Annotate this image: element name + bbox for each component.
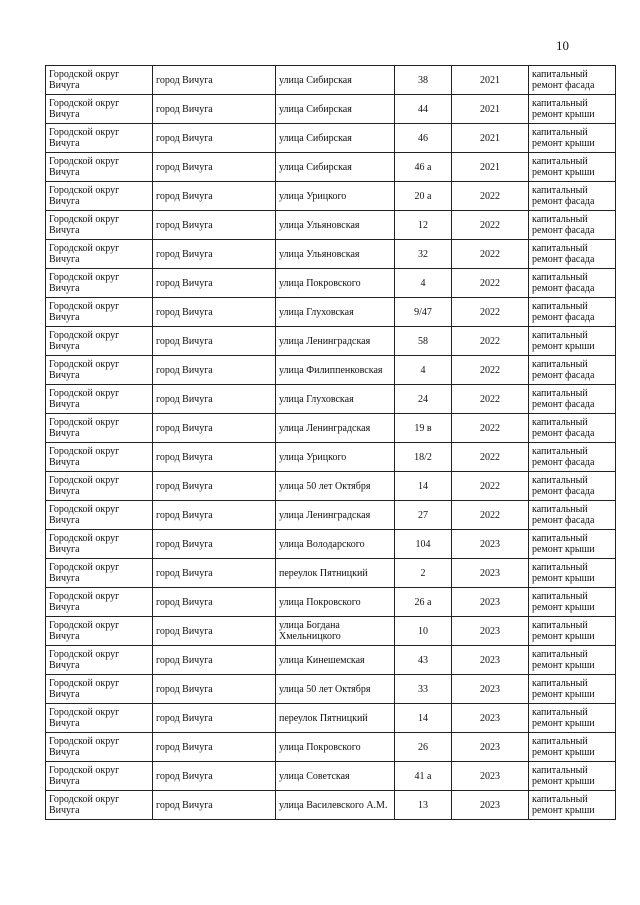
okrug-cell: Городской округ Вичуга [46, 124, 153, 153]
street-cell: улица Глуховская [276, 298, 395, 327]
okrug-cell: Городской округ Вичуга [46, 95, 153, 124]
year-cell: 2023 [452, 530, 529, 559]
okrug-cell: Городской округ Вичуга [46, 559, 153, 588]
house-number-cell: 19 в [395, 414, 452, 443]
city-cell: город Вичуга [153, 298, 276, 327]
okrug-cell: Городской округ Вичуга [46, 240, 153, 269]
city-cell: город Вичуга [153, 153, 276, 182]
okrug-cell: Городской округ Вичуга [46, 530, 153, 559]
okrug-cell: Городской округ Вичуга [46, 414, 153, 443]
city-cell: город Вичуга [153, 240, 276, 269]
work-type-cell: капитальный ремонт фасада [529, 443, 616, 472]
okrug-cell: Городской округ Вичуга [46, 617, 153, 646]
city-cell: город Вичуга [153, 617, 276, 646]
work-type-cell: капитальный ремонт фасада [529, 298, 616, 327]
street-cell: переулок Пятницкий [276, 704, 395, 733]
table-row [46, 182, 616, 211]
work-type-cell: капитальный ремонт крыши [529, 124, 616, 153]
year-cell: 2021 [452, 124, 529, 153]
table-row [46, 356, 616, 385]
house-number-cell: 2 [395, 559, 452, 588]
work-type-cell: капитальный ремонт фасада [529, 356, 616, 385]
street-cell: улица Филиппенковская [276, 356, 395, 385]
city-cell: город Вичуга [153, 530, 276, 559]
year-cell: 2023 [452, 588, 529, 617]
work-type-cell: капитальный ремонт крыши [529, 153, 616, 182]
street-cell: улица Урицкого [276, 443, 395, 472]
okrug-cell: Городской округ Вичуга [46, 646, 153, 675]
table-row [46, 385, 616, 414]
work-type-cell: капитальный ремонт крыши [529, 704, 616, 733]
house-number-cell: 10 [395, 617, 452, 646]
year-cell: 2023 [452, 733, 529, 762]
house-number-cell: 4 [395, 356, 452, 385]
city-cell: город Вичуга [153, 124, 276, 153]
okrug-cell: Городской округ Вичуга [46, 66, 153, 95]
street-cell: улица Покровского [276, 269, 395, 298]
house-number-cell: 20 а [395, 182, 452, 211]
street-cell: улица Сибирская [276, 153, 395, 182]
okrug-cell: Городской округ Вичуга [46, 211, 153, 240]
table-row [46, 501, 616, 530]
table-row [46, 414, 616, 443]
city-cell: город Вичуга [153, 472, 276, 501]
work-type-cell: капитальный ремонт фасада [529, 182, 616, 211]
okrug-cell: Городской округ Вичуга [46, 269, 153, 298]
street-cell: переулок Пятницкий [276, 559, 395, 588]
city-cell: город Вичуга [153, 414, 276, 443]
table-row [46, 791, 616, 820]
house-number-cell: 9/47 [395, 298, 452, 327]
street-cell: улица Покровского [276, 588, 395, 617]
house-number-cell: 58 [395, 327, 452, 356]
street-cell: улица 50 лет Октября [276, 675, 395, 704]
house-number-cell: 46 [395, 124, 452, 153]
house-number-cell: 44 [395, 95, 452, 124]
street-cell: улица Сибирская [276, 66, 395, 95]
work-type-cell: капитальный ремонт фасада [529, 385, 616, 414]
okrug-cell: Городской округ Вичуга [46, 298, 153, 327]
city-cell: город Вичуга [153, 95, 276, 124]
house-number-cell: 13 [395, 791, 452, 820]
city-cell: город Вичуга [153, 559, 276, 588]
table-row [46, 327, 616, 356]
work-type-cell: капитальный ремонт фасада [529, 211, 616, 240]
okrug-cell: Городской округ Вичуга [46, 356, 153, 385]
house-number-cell: 18/2 [395, 443, 452, 472]
year-cell: 2022 [452, 501, 529, 530]
work-type-cell: капитальный ремонт крыши [529, 733, 616, 762]
okrug-cell: Городской округ Вичуга [46, 472, 153, 501]
table-row [46, 95, 616, 124]
year-cell: 2023 [452, 762, 529, 791]
year-cell: 2022 [452, 443, 529, 472]
year-cell: 2022 [452, 385, 529, 414]
year-cell: 2021 [452, 153, 529, 182]
house-number-cell: 33 [395, 675, 452, 704]
street-cell: улица Советская [276, 762, 395, 791]
work-type-cell: капитальный ремонт крыши [529, 791, 616, 820]
year-cell: 2022 [452, 269, 529, 298]
table-row [46, 269, 616, 298]
street-cell: улица Володарского [276, 530, 395, 559]
house-number-cell: 14 [395, 704, 452, 733]
year-cell: 2023 [452, 559, 529, 588]
street-cell: улица Сибирская [276, 95, 395, 124]
city-cell: город Вичуга [153, 675, 276, 704]
city-cell: город Вичуга [153, 733, 276, 762]
work-type-cell: капитальный ремонт крыши [529, 617, 616, 646]
work-type-cell: капитальный ремонт фасада [529, 501, 616, 530]
city-cell: город Вичуга [153, 182, 276, 211]
street-cell: улица Покровского [276, 733, 395, 762]
city-cell: город Вичуга [153, 66, 276, 95]
year-cell: 2023 [452, 791, 529, 820]
city-cell: город Вичуга [153, 356, 276, 385]
city-cell: город Вичуга [153, 327, 276, 356]
city-cell: город Вичуга [153, 646, 276, 675]
city-cell: город Вичуга [153, 501, 276, 530]
street-cell: улица Ульяновская [276, 211, 395, 240]
table-row [46, 472, 616, 501]
work-type-cell: капитальный ремонт крыши [529, 559, 616, 588]
work-type-cell: капитальный ремонт крыши [529, 95, 616, 124]
table-row [46, 588, 616, 617]
year-cell: 2022 [452, 356, 529, 385]
table-row [46, 298, 616, 327]
table-body [46, 66, 616, 820]
house-number-cell: 26 [395, 733, 452, 762]
city-cell: город Вичуга [153, 385, 276, 414]
table-row [46, 124, 616, 153]
year-cell: 2022 [452, 472, 529, 501]
year-cell: 2021 [452, 66, 529, 95]
street-cell: улица Ленинградская [276, 327, 395, 356]
table-row [46, 211, 616, 240]
table-row [46, 559, 616, 588]
table-row [46, 617, 616, 646]
house-number-cell: 41 а [395, 762, 452, 791]
okrug-cell: Городской округ Вичуга [46, 704, 153, 733]
table-row [46, 530, 616, 559]
house-number-cell: 24 [395, 385, 452, 414]
house-number-cell: 27 [395, 501, 452, 530]
table-row [46, 443, 616, 472]
street-cell: улица Ленинградская [276, 414, 395, 443]
city-cell: город Вичуга [153, 762, 276, 791]
city-cell: город Вичуга [153, 443, 276, 472]
city-cell: город Вичуга [153, 211, 276, 240]
okrug-cell: Городской округ Вичуга [46, 443, 153, 472]
house-number-cell: 4 [395, 269, 452, 298]
city-cell: город Вичуга [153, 269, 276, 298]
okrug-cell: Городской округ Вичуга [46, 182, 153, 211]
house-number-cell: 26 а [395, 588, 452, 617]
page-number: 10 [556, 38, 569, 53]
house-number-cell: 14 [395, 472, 452, 501]
okrug-cell: Городской округ Вичуга [46, 385, 153, 414]
work-type-cell: капитальный ремонт крыши [529, 675, 616, 704]
year-cell: 2023 [452, 646, 529, 675]
okrug-cell: Городской округ Вичуга [46, 588, 153, 617]
street-cell: улица Ульяновская [276, 240, 395, 269]
work-type-cell: капитальный ремонт фасада [529, 66, 616, 95]
okrug-cell: Городской округ Вичуга [46, 675, 153, 704]
house-number-cell: 43 [395, 646, 452, 675]
year-cell: 2022 [452, 182, 529, 211]
year-cell: 2022 [452, 414, 529, 443]
house-number-cell: 46 а [395, 153, 452, 182]
city-cell: город Вичуга [153, 588, 276, 617]
table-row [46, 704, 616, 733]
okrug-cell: Городской округ Вичуга [46, 153, 153, 182]
street-cell: улица Ленинградская [276, 501, 395, 530]
year-cell: 2022 [452, 211, 529, 240]
repair-schedule-table [45, 65, 616, 820]
okrug-cell: Городской округ Вичуга [46, 733, 153, 762]
year-cell: 2022 [452, 298, 529, 327]
okrug-cell: Городской округ Вичуга [46, 327, 153, 356]
okrug-cell: Городской округ Вичуга [46, 791, 153, 820]
year-cell: 2023 [452, 704, 529, 733]
house-number-cell: 38 [395, 66, 452, 95]
street-cell: улица Богдана Хмельницкого [276, 617, 395, 646]
table-row [46, 675, 616, 704]
okrug-cell: Городской округ Вичуга [46, 762, 153, 791]
work-type-cell: капитальный ремонт крыши [529, 530, 616, 559]
city-cell: город Вичуга [153, 791, 276, 820]
year-cell: 2022 [452, 240, 529, 269]
street-cell: улица Кинешемская [276, 646, 395, 675]
table-row [46, 153, 616, 182]
work-type-cell: капитальный ремонт крыши [529, 588, 616, 617]
year-cell: 2023 [452, 617, 529, 646]
table-row [46, 646, 616, 675]
house-number-cell: 104 [395, 530, 452, 559]
year-cell: 2021 [452, 95, 529, 124]
house-number-cell: 32 [395, 240, 452, 269]
street-cell: улица Урицкого [276, 182, 395, 211]
work-type-cell: капитальный ремонт фасада [529, 240, 616, 269]
year-cell: 2023 [452, 675, 529, 704]
street-cell: улица Сибирская [276, 124, 395, 153]
okrug-cell: Городской округ Вичуга [46, 501, 153, 530]
work-type-cell: капитальный ремонт крыши [529, 762, 616, 791]
table-row [46, 66, 616, 95]
table-row [46, 733, 616, 762]
work-type-cell: капитальный ремонт крыши [529, 327, 616, 356]
work-type-cell: капитальный ремонт фасада [529, 269, 616, 298]
work-type-cell: капитальный ремонт крыши [529, 646, 616, 675]
work-type-cell: капитальный ремонт фасада [529, 414, 616, 443]
year-cell: 2022 [452, 327, 529, 356]
city-cell: город Вичуга [153, 704, 276, 733]
work-type-cell: капитальный ремонт фасада [529, 472, 616, 501]
table-row [46, 240, 616, 269]
street-cell: улица 50 лет Октября [276, 472, 395, 501]
house-number-cell: 12 [395, 211, 452, 240]
table-row [46, 762, 616, 791]
street-cell: улица Глуховская [276, 385, 395, 414]
street-cell: улица Василевского А.М. [276, 791, 395, 820]
